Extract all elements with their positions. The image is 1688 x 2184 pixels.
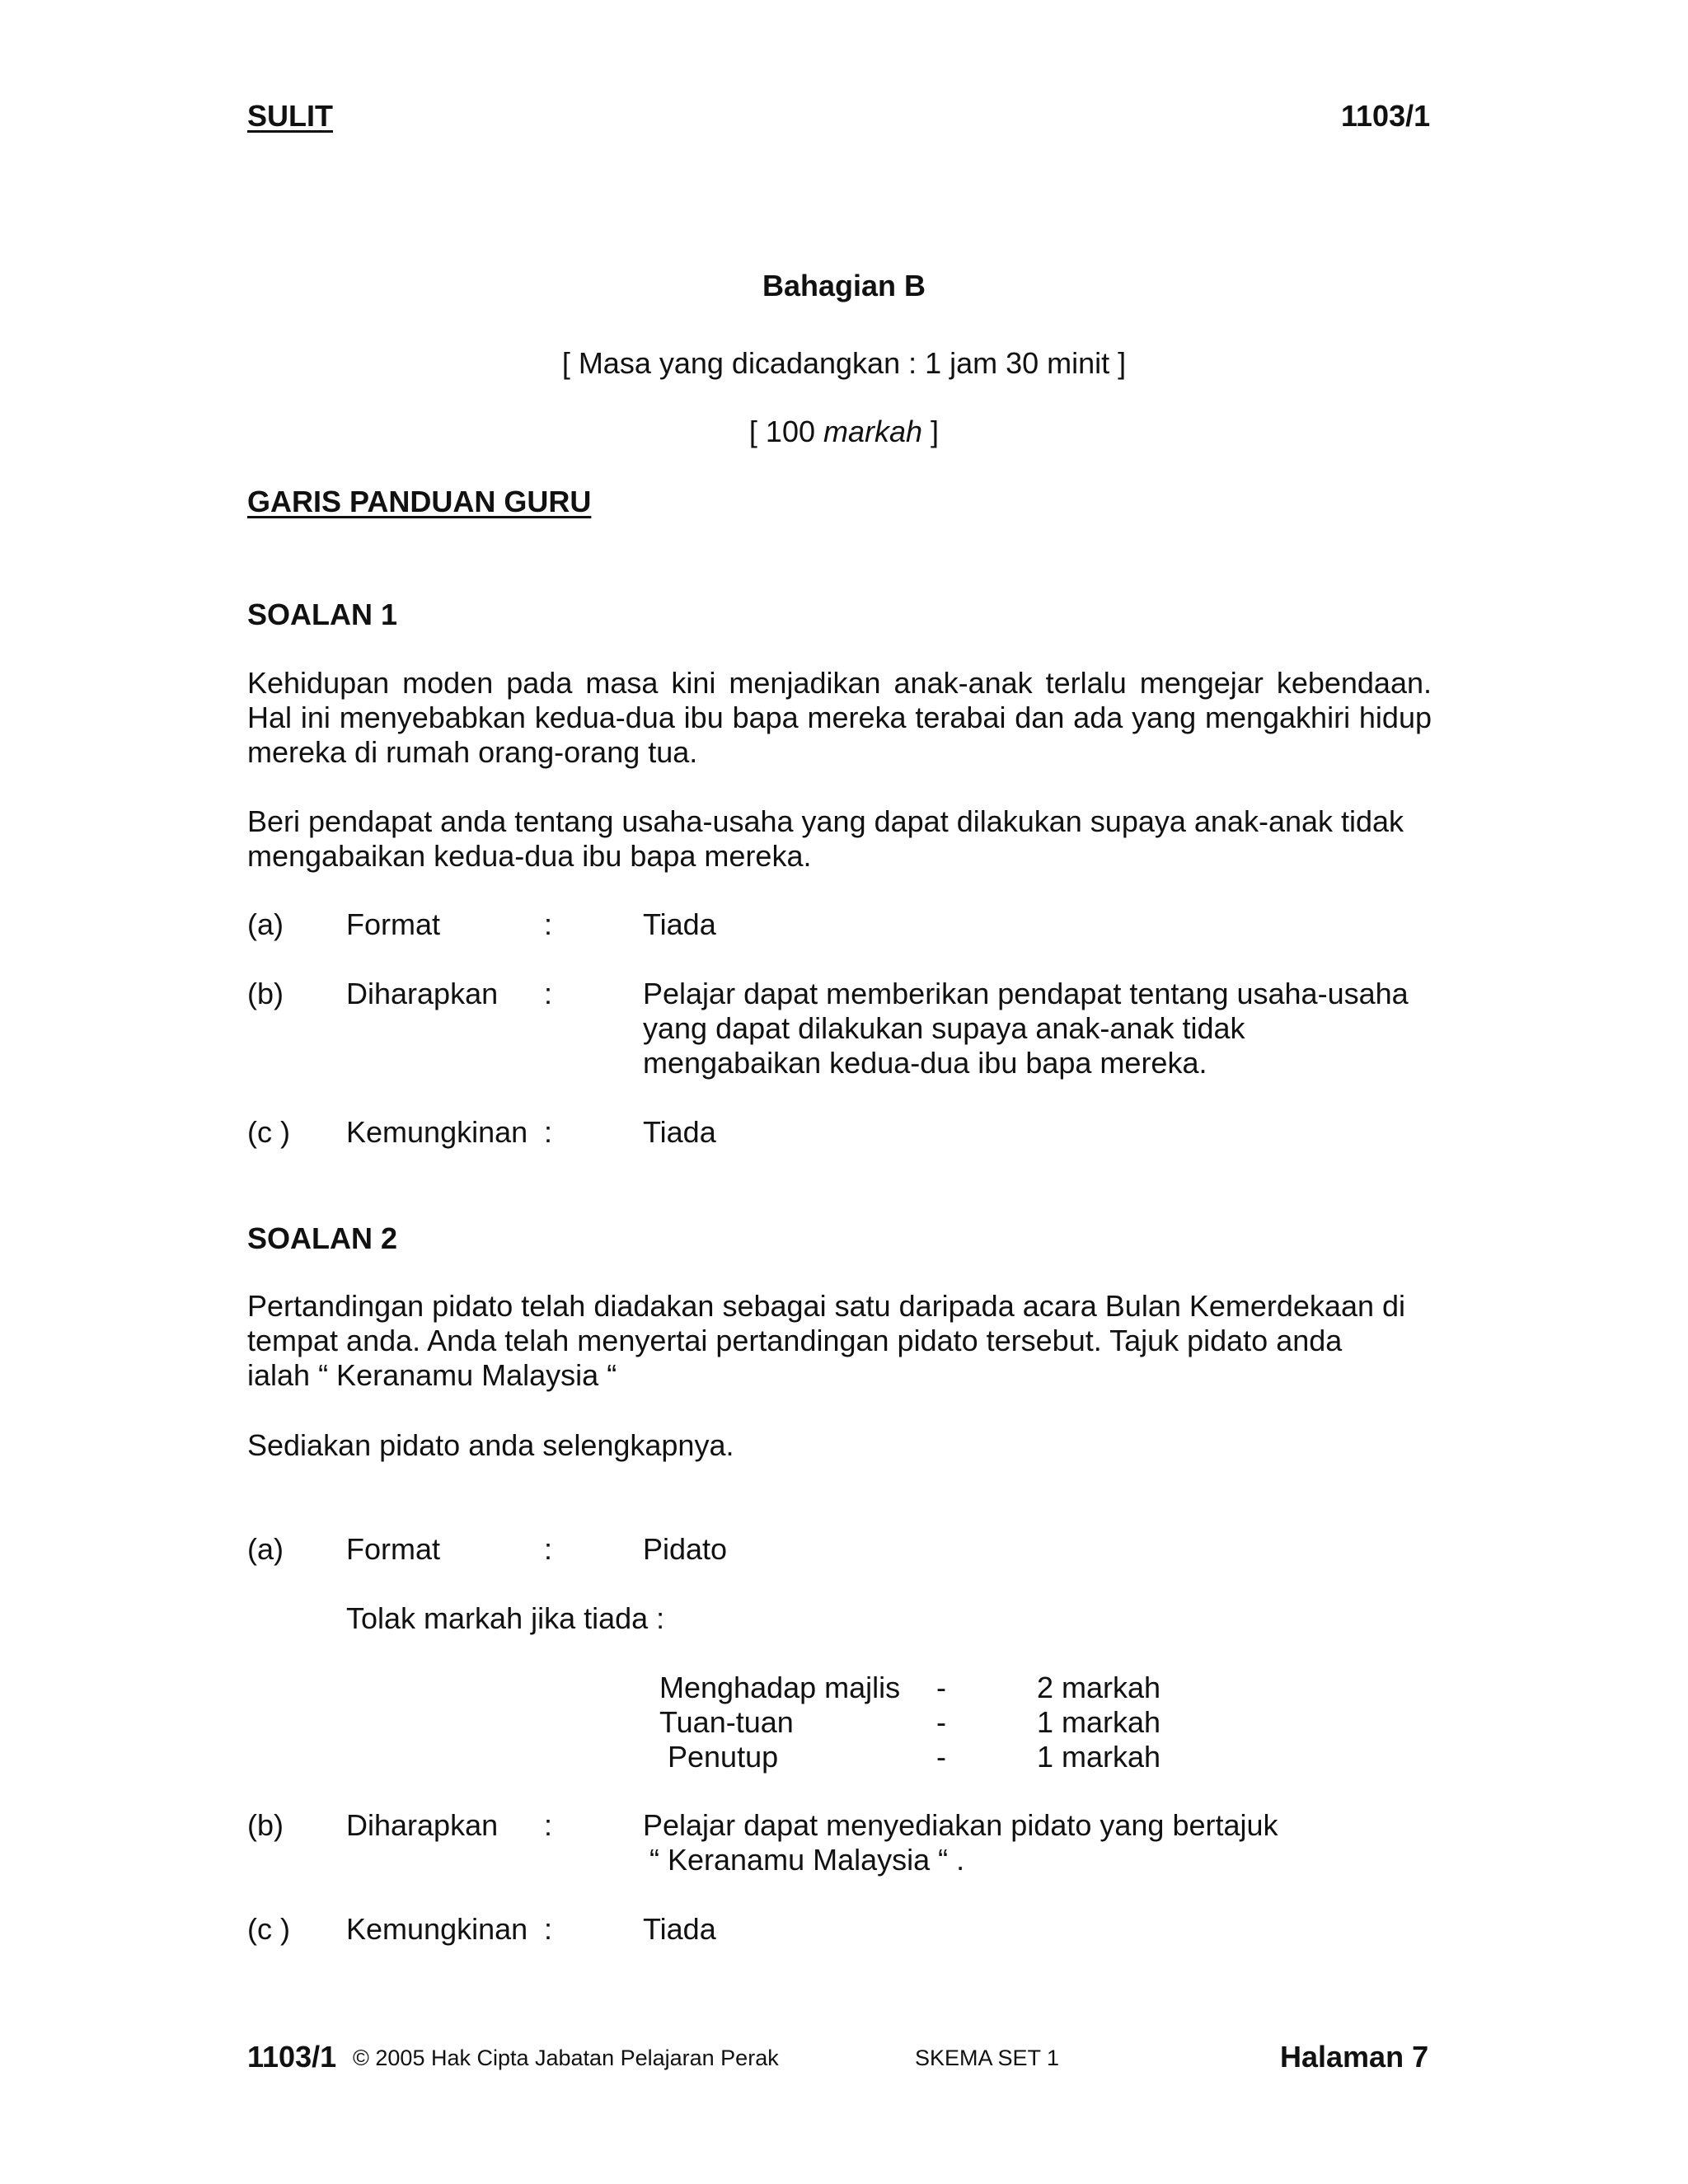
q2-paragraph-line: ialah “ Keranamu Malaysia “ [247, 1358, 617, 1392]
item-colon: : [544, 1115, 553, 1149]
item-label: (b) [247, 1808, 284, 1842]
header-code: 1103/1 [1341, 99, 1431, 133]
q2-paragraph-2: Sediakan pidato anda selengkapnya. [247, 1428, 734, 1462]
item-key: Diharapkan [346, 977, 499, 1010]
q2-paragraph-1 [247, 1289, 1432, 1393]
footer-code: 1103/1 [247, 2040, 337, 2074]
item-value-line: Pelajar dapat memberikan pendapat tentang usaha-usaha [643, 977, 1409, 1010]
item-value-line: mengabaikan kedua-dua ibu bapa mereka. [643, 1046, 1207, 1080]
item-key: Kemungkinan [346, 1115, 528, 1149]
section-time: [ Masa yang dicadangkan : 1 jam 30 minit ] [561, 346, 1127, 380]
q1-title: SOALAN 1 [247, 598, 398, 631]
item-value: Tiada [643, 1912, 716, 1946]
q2-paragraph-line: tempat anda. Anda telah menyertai pertandingan pidato tersebut. Tajuk pidato anda [247, 1324, 1343, 1357]
marks-italic: markah [823, 415, 923, 448]
deduction-row [659, 1740, 1236, 1774]
footer-set: SKEMA SET 1 [915, 2046, 1060, 2070]
footer-page-number: Halaman 7 [1280, 2040, 1429, 2074]
item-value [643, 977, 1434, 1080]
item-value-line: Pelajar dapat menyediakan pidato yang bertajuk [643, 1808, 1278, 1842]
item-label: (b) [247, 977, 284, 1010]
item-label: (a) [247, 907, 284, 941]
item-label: (a) [247, 1532, 284, 1566]
marks-close: ] [922, 415, 940, 448]
item-key: Format [346, 1532, 441, 1566]
item-key: Format [346, 907, 441, 941]
deduction-row [659, 1671, 1236, 1705]
deduction-dash: - [936, 1671, 946, 1704]
guide-title: GARIS PANDUAN GURU [247, 485, 592, 518]
deduction-item: Tuan-tuan [659, 1705, 794, 1739]
item-colon: : [544, 1532, 553, 1566]
item-colon: : [544, 977, 553, 1010]
deduction-marks: 2 markah [1037, 1671, 1161, 1704]
deduction-marks: 1 markah [1037, 1740, 1161, 1774]
deduction-item: Menghadap majlis [659, 1671, 901, 1704]
footer-copyright: © 2005 Hak Cipta Jabatan Pelajaran Perak [353, 2046, 779, 2070]
deduction-item: Penutup [668, 1740, 779, 1774]
item-value: Tiada [643, 1115, 716, 1149]
q2-item-a [247, 1532, 1432, 1568]
q1-paragraph-2: Beri pendapat anda tentang usaha-usaha yang dapat dilakukan supaya anak-anak tidak mengabaikan kedua-dua ibu bapa mereka. [247, 804, 1404, 873]
deduction-row [659, 1705, 1236, 1740]
item-label: (c ) [247, 1115, 290, 1149]
item-colon: : [544, 1912, 553, 1946]
item-colon: : [544, 907, 553, 941]
marks-open: [ 100 [748, 415, 823, 448]
q2-deduct-note: Tolak markah jika tiada : [346, 1601, 665, 1635]
item-colon: : [544, 1808, 553, 1842]
q2-item-b [247, 1808, 1432, 1882]
item-value: Pidato [643, 1532, 728, 1566]
deduction-dash: - [936, 1740, 946, 1774]
deduction-marks: 1 markah [1037, 1705, 1161, 1739]
item-key: Diharapkan [346, 1808, 499, 1842]
deduction-dash: - [936, 1705, 946, 1739]
q1-paragraph-1: Kehidupan moden pada masa kini menjadikan anak-anak terlalu mengejar kebendaan. Hal ini menyebabkan kedua-dua ibu bapa mereka terabai dan ada yang mengakhiri hidup mereka di rumah orang-orang tua. [247, 666, 1432, 769]
q2-paragraph-line: Pertandingan pidato telah diadakan sebagai satu daripada acara Bulan Kemerdekaan di [247, 1289, 1406, 1323]
header-sulit: SULIT [247, 99, 333, 133]
item-key: Kemungkinan [346, 1912, 528, 1946]
item-value-line: yang dapat dilakukan supaya anak-anak tidak [643, 1011, 1245, 1045]
section-marks [0, 415, 1688, 449]
q1-item-b [247, 977, 1432, 1084]
item-value [643, 1808, 1434, 1877]
q1-item-c [247, 1115, 1432, 1151]
q2-item-c [247, 1912, 1432, 1948]
q1-item-a [247, 907, 1432, 944]
section-title: Bahagian B [762, 269, 926, 302]
item-value: Tiada [643, 907, 716, 941]
q2-title: SOALAN 2 [247, 1221, 398, 1255]
item-value-line: “ Keranamu Malaysia “ . [649, 1843, 965, 1877]
item-label: (c ) [247, 1912, 290, 1946]
deductions-list [659, 1671, 1236, 1774]
